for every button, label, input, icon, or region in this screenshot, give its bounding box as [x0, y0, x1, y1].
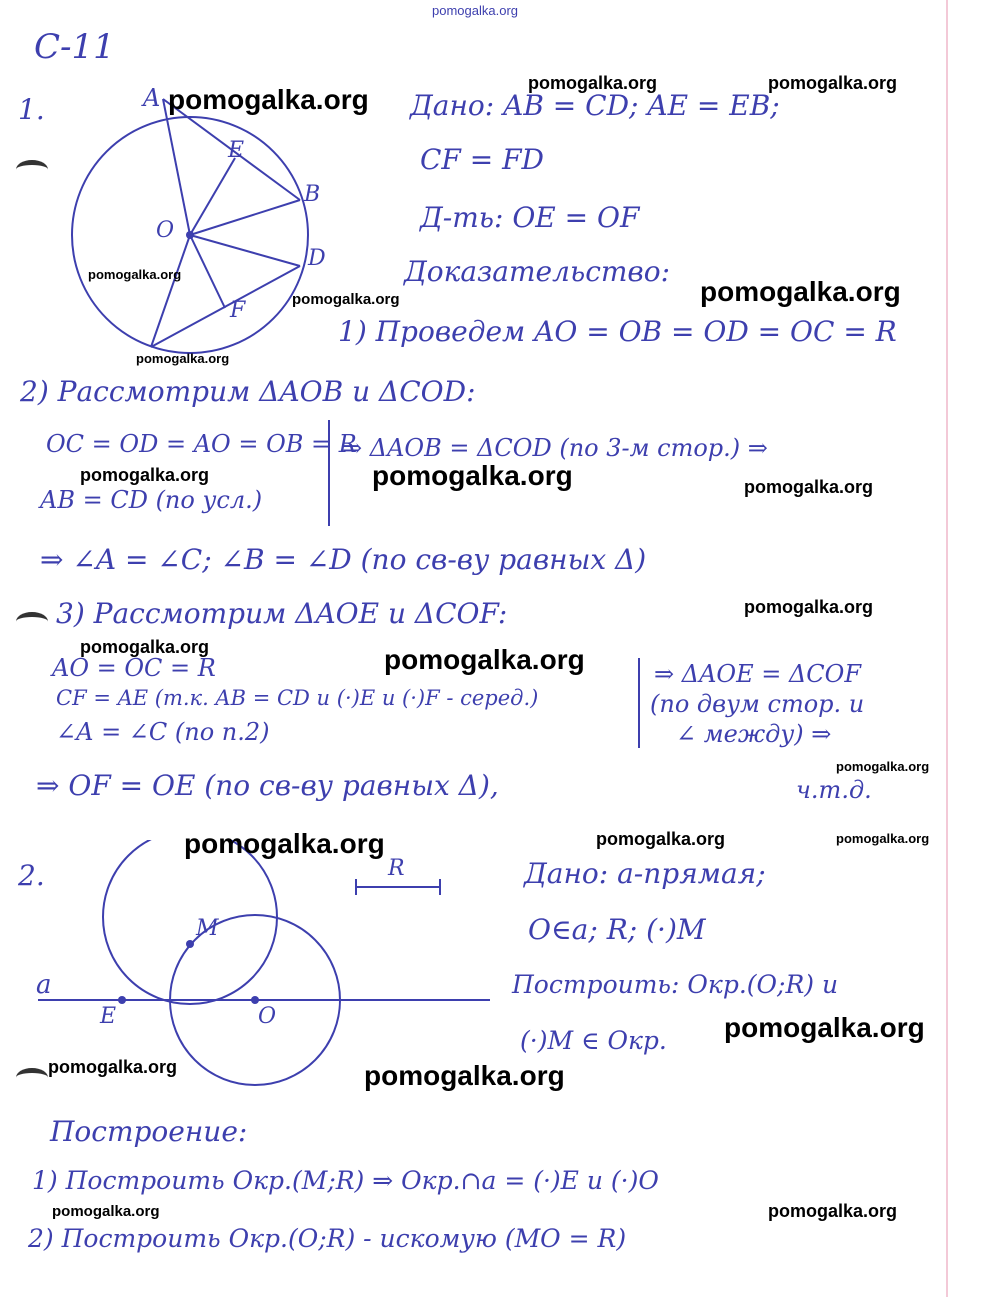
center-point-O — [186, 231, 194, 239]
circle-M — [103, 840, 277, 1004]
task1-step3-conclusion: ⇒ OF = OE (по св-ву равных Δ), — [36, 769, 499, 802]
task1-step2-conclusion: ⇒ ∠A = ∠C; ∠B = ∠D (по св-ву равных Δ) — [40, 543, 647, 576]
task1-prove: Д-ть: OE = OF — [420, 201, 640, 234]
point-E — [118, 996, 126, 1004]
watermark: pomogalka.org — [52, 1203, 160, 1220]
label-O: O — [156, 218, 175, 243]
task1-step2-line1: OC = OD = AO = OB = R — [46, 430, 357, 458]
task2-number: 2. — [18, 859, 45, 892]
label-B: B — [304, 182, 321, 207]
binder-hole — [16, 612, 48, 631]
point-O — [251, 996, 259, 1004]
brace-line — [636, 658, 642, 748]
watermark: pomogalka.org — [88, 267, 182, 282]
watermark: pomogalka.org — [80, 637, 210, 657]
label-O: O — [258, 1004, 277, 1029]
watermark: pomogalka.org — [724, 1012, 925, 1043]
watermark: pomogalka.org — [364, 1060, 565, 1091]
task1-given: Дано: AB = CD; AE = EB; — [410, 89, 780, 122]
watermark: pomogalka.org — [168, 84, 369, 115]
label-D: D — [308, 246, 326, 271]
task1-step3-result1: ⇒ ΔAOE = ΔCOF — [654, 660, 861, 688]
label-M: M — [196, 916, 219, 941]
task2-build2: (·)M ∈ Окр. — [520, 1026, 667, 1055]
label-E: E — [100, 1004, 117, 1029]
watermark: pomogalka.org — [744, 597, 874, 617]
task2-build1: Построить: Окр.(O;R) и — [512, 970, 839, 999]
watermark: pomogalka.org — [768, 73, 898, 93]
task2-construction-title: Построение: — [50, 1115, 248, 1148]
binder-hole — [16, 160, 48, 179]
task1-step3-line2: CF = AE (т.к. AB = CD и (·)E и (·)F - серед.) — [56, 686, 539, 710]
task1-step1: 1) Проведем AO = OB = OD = OC = R — [338, 315, 897, 348]
margin-line — [946, 0, 948, 1297]
task1-step3-title: 3) Рассмотрим ΔAOE и ΔCOF: — [56, 597, 508, 630]
task1-step3-result3: ∠ между) ⇒ — [676, 720, 832, 748]
task1-number: 1. — [18, 93, 45, 126]
task1-circle-figure — [55, 70, 375, 370]
watermark: pomogalka.org — [744, 477, 874, 497]
task1-qed: ч.т.д. — [796, 776, 872, 804]
watermark: pomogalka.org — [136, 351, 230, 366]
task1-step2-title: 2) Рассмотрим ΔAOB и ΔCOD: — [20, 375, 476, 408]
watermark: pomogalka.org — [768, 1201, 898, 1221]
watermark: pomogalka.org — [384, 644, 585, 675]
task1-step3-line3: ∠A = ∠C (по п.2) — [56, 718, 270, 746]
watermark: pomogalka.org — [372, 460, 573, 491]
page-title: С-11 — [34, 27, 115, 67]
task2-step2: 2) Построить Окр.(O;R) - искомую (MO = R) — [28, 1224, 627, 1253]
task2-given1: Дано: a-прямая; — [524, 857, 766, 890]
label-F: F — [230, 298, 246, 323]
label-a: a — [36, 970, 52, 1000]
task2-given2: O∈a; R; (·)M — [528, 913, 706, 946]
task1-proof-title: Доказательство: — [404, 255, 671, 288]
brace-line — [326, 420, 332, 526]
label-R: R — [388, 856, 405, 881]
task1-step2-result: ⇒ ΔAOB = ΔCOD (по 3-м стор.) ⇒ — [342, 434, 768, 462]
watermark: pomogalka.org — [596, 829, 726, 849]
watermark: pomogalka.org — [292, 291, 400, 308]
task1-step2-line2: AB = CD (по усл.) — [40, 486, 263, 514]
point-M — [186, 940, 194, 948]
task1-given2: CF = FD — [420, 143, 544, 176]
segment-OD — [190, 235, 300, 266]
segment-OA — [163, 99, 190, 235]
watermark: pomogalka.org — [700, 276, 901, 307]
watermark: pomogalka.org — [48, 1057, 178, 1077]
label-A: A — [143, 84, 161, 112]
segment-OC — [151, 235, 190, 347]
task1-step3-result2: (по двум стор. и — [650, 690, 865, 718]
watermark-top: pomogalka.org — [432, 3, 518, 18]
watermark: pomogalka.org — [528, 73, 658, 93]
task2-step1: 1) Построить Окр.(M;R) ⇒ Окр.∩a = (·)E и (·)O — [32, 1166, 659, 1195]
watermark: pomogalka.org — [80, 465, 210, 485]
watermark: pomogalka.org — [836, 831, 930, 846]
label-E: E — [228, 138, 245, 163]
segment-OF — [190, 235, 225, 308]
task1-step3-line1: AO = OC = R — [52, 654, 216, 682]
watermark: pomogalka.org — [184, 828, 385, 859]
watermark: pomogalka.org — [836, 759, 930, 774]
task2-construction-figure — [30, 840, 520, 1090]
